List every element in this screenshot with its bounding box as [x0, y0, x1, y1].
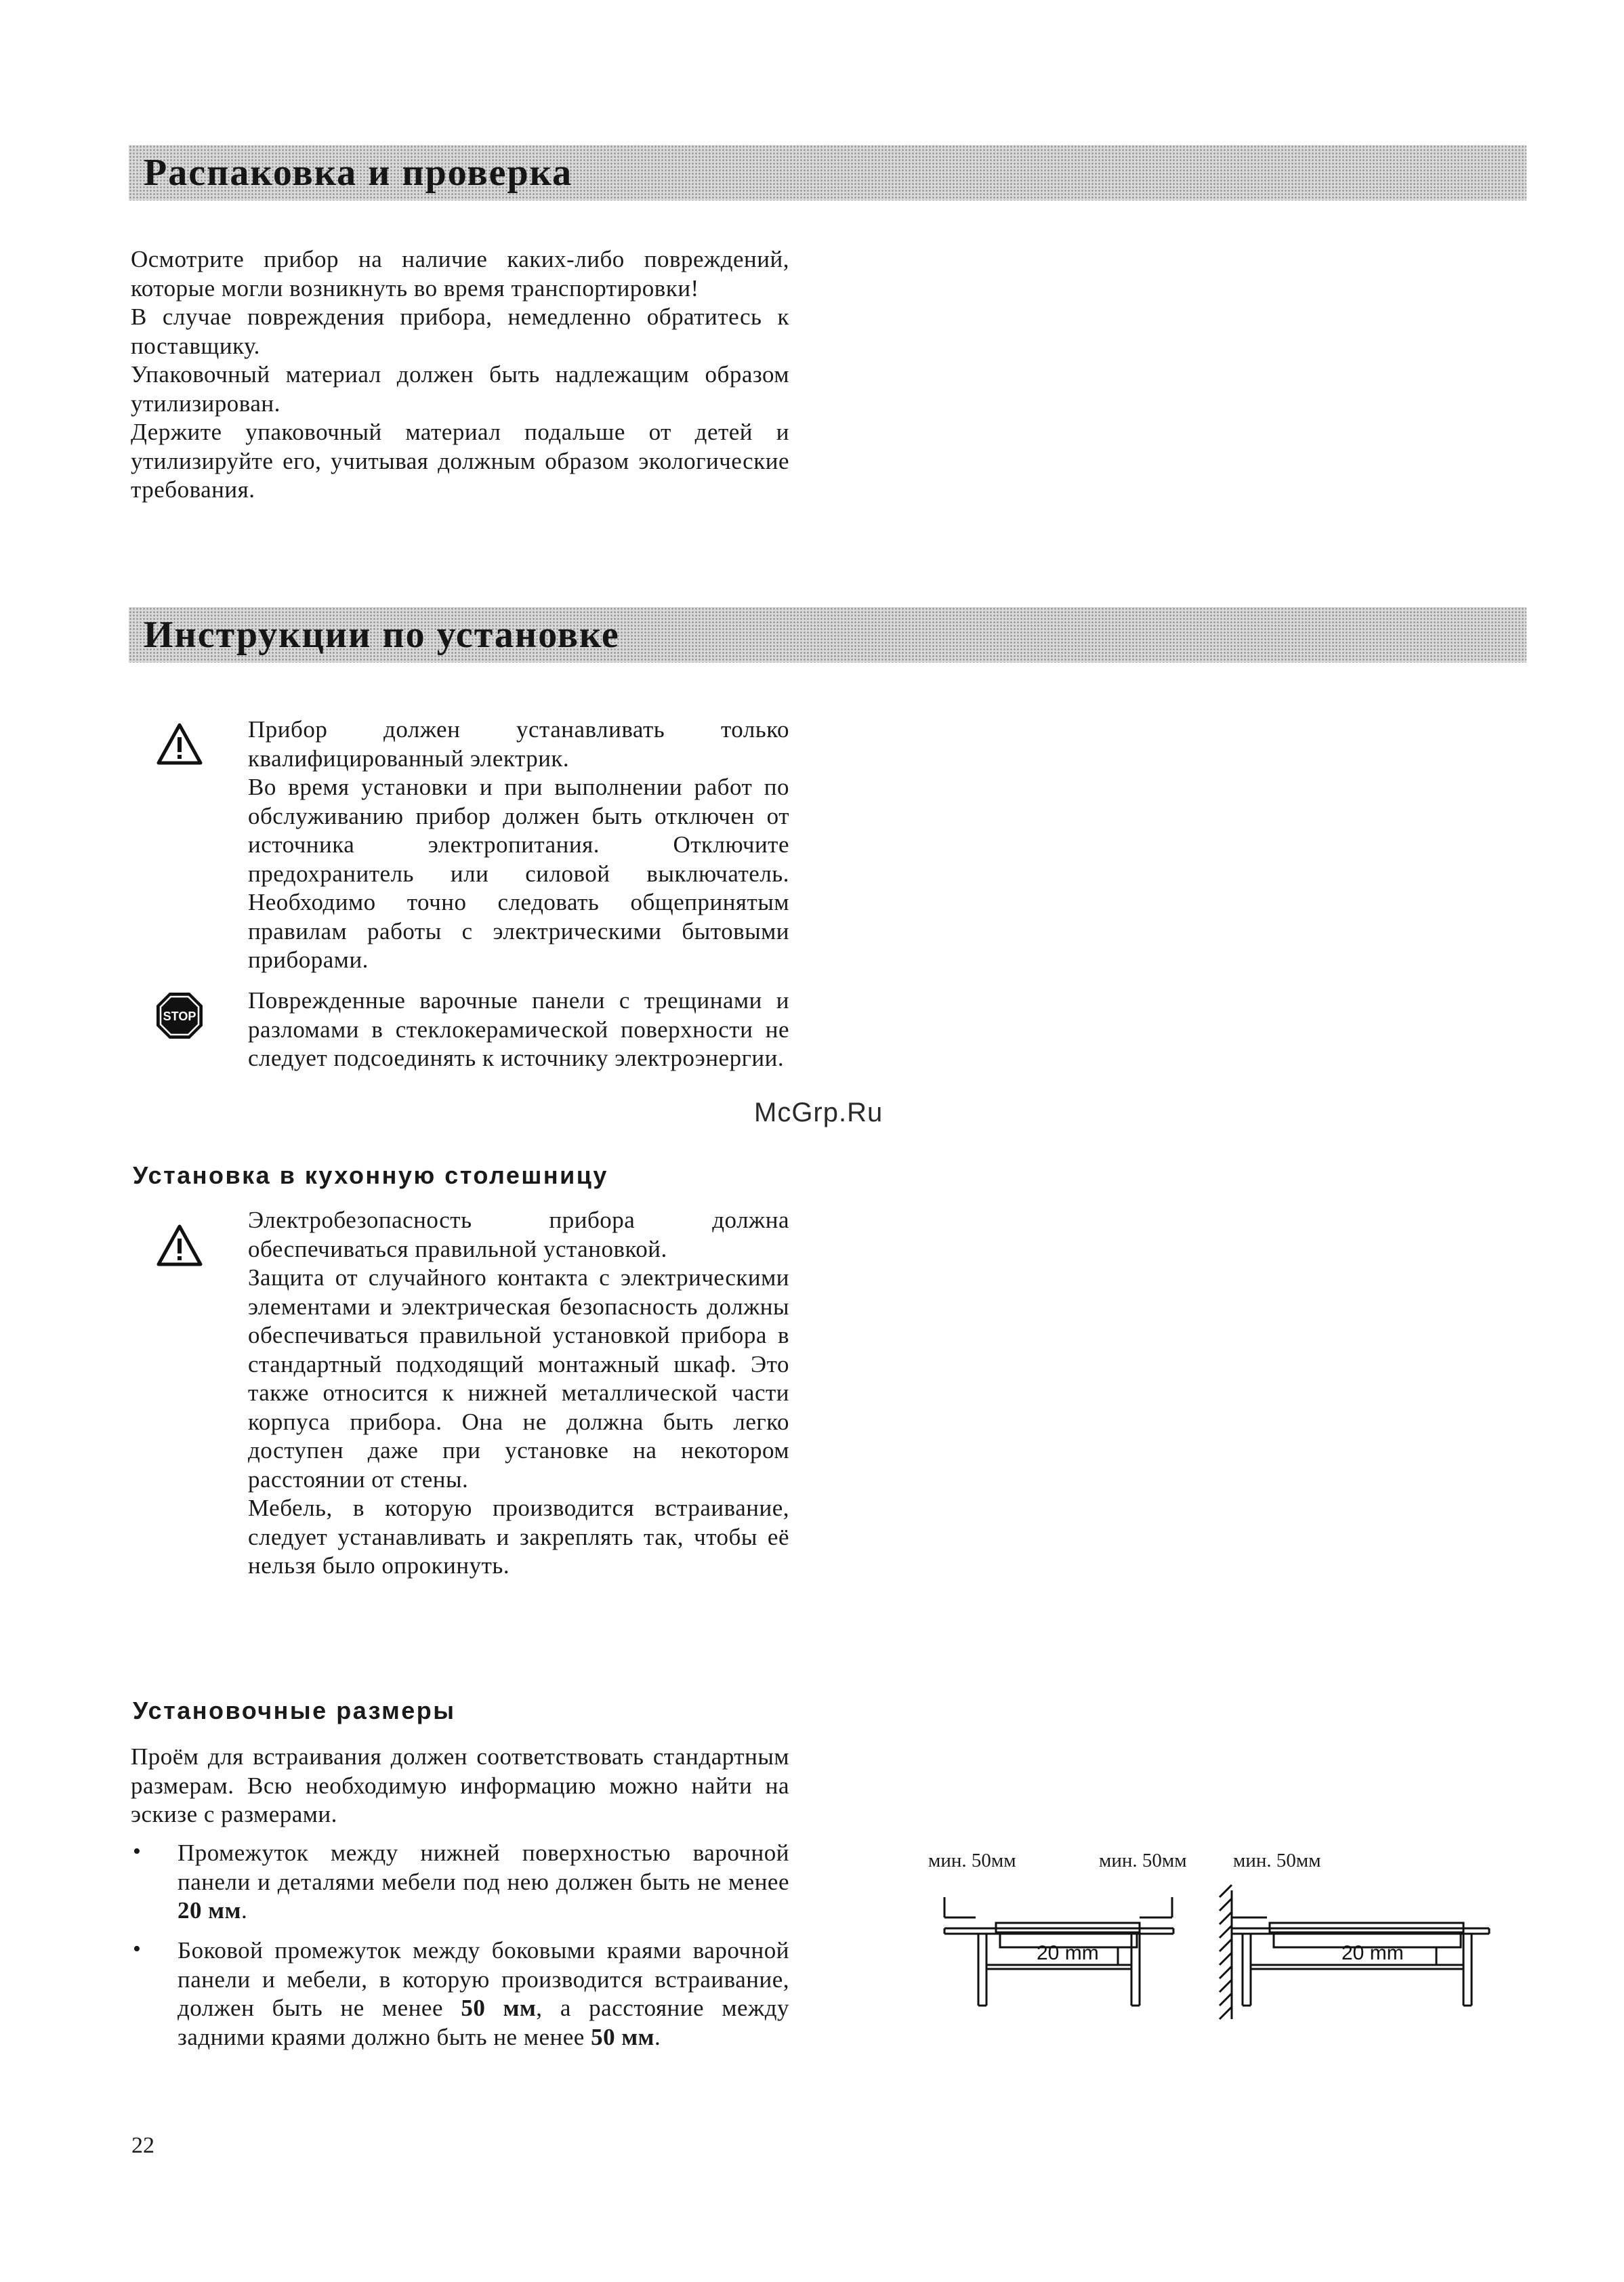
section-header-installation: [129, 607, 1526, 663]
dimensions-bullet-2: [178, 1936, 789, 2052]
bullet-symbol: •: [133, 1839, 141, 1864]
bullet-1-value: 20 мм: [178, 1897, 241, 1924]
installation-warning-text: [248, 715, 789, 975]
bullet-2-text: Боковой промежуток между боковыми краями варочной панели и мебели, в которую производится встраивание, должен быть не менее: [178, 1937, 789, 2021]
bullet-1-text: Промежуток между нижней поверхностью варочной панели и деталями мебели под нею должен быть не менее: [178, 1840, 789, 1895]
stop-sign-label: STOP: [163, 1010, 196, 1023]
stop-warning-text: Поврежденные варочные панели с трещинами и разломами в стеклокерамической поверхности не следует подсоединять к источнику электроэнергии.: [248, 987, 789, 1071]
bullet-2-tail-2: .: [654, 2023, 661, 2050]
bullet-2-value-2: 50 мм: [591, 2023, 655, 2050]
unpacking-paragraph-3: Упаковочный материал должен быть надлежащим образом утилизирован.: [131, 361, 789, 417]
warning-triangle-icon: [156, 1224, 203, 1267]
installation-warning-paragraph-2: Во время установки и при выполнении работ по обслуживанию прибор должен быть отключен от источника электропитания. Отключите предохранитель или силовой выключатель. Необходимо точно следовать общепринятым правилам работы с электрическими бытовыми приборами.: [248, 774, 789, 973]
dimensions-bullet-1: [178, 1839, 789, 1926]
countertop-paragraph-1: Электробезопасность прибора должна обеспечиваться правильной установкой.: [248, 1207, 789, 1262]
installation-dimension-diagram: [921, 1870, 1518, 2026]
section-title-installation: Инструкции по установке: [144, 614, 620, 656]
warning-triangle-icon: [156, 722, 203, 766]
installation-warning-paragraph-1: Прибор должен устанавливать только квалифицированный электрик.: [248, 716, 789, 772]
unpacking-paragraph-2: В случае повреждения прибора, немедленно обратитесь к поставщику.: [131, 304, 789, 359]
countertop-paragraph-2: Защита от случайного контакта с электрическими элементами и электрическая безопасность должны обеспечиваться правильной установкой прибора в стандартный подходящий монтажный шкаф. Это также относится к нижней металлической части корпуса прибора. Она не должна быть легко доступен даже при установке на некотором расстоянии от стены.: [248, 1264, 789, 1493]
bullet-2-tail: , а расстояние между задними краями должно быть не менее: [178, 1995, 789, 2050]
page-number: 22: [131, 2133, 154, 2158]
bullet-1-tail: .: [241, 1897, 248, 1924]
section-title-unpacking: Распаковка и проверка: [144, 152, 573, 194]
watermark: McGrp.Ru: [754, 1098, 883, 1127]
unpacking-paragraph-4: Держите упаковочный материал подальше от детей и утилизируйте его, учитывая должным образом экологические требования.: [131, 419, 789, 503]
bullet-2-value: 50 мм: [461, 1995, 537, 2021]
gap-label-2: 20 mm: [1341, 1942, 1404, 1964]
unpacking-paragraph-1: Осмотрите прибор на наличие каких-либо повреждений, которые могли возникнуть во время транспортировки!: [131, 246, 789, 302]
bullet-symbol: •: [133, 1936, 141, 1962]
stop-sign-icon: [154, 991, 205, 1041]
dim-label-2: мин. 50мм: [1099, 1850, 1187, 1871]
diagram-wall: [1220, 1885, 1232, 2019]
countertop-paragraph-3: Мебель, в которую производится встраивание, следует устанавливать и закреплять так, чтобы её нельзя было опрокинуть.: [248, 1495, 789, 1579]
dimensions-intro: Проём для встраивания должен соответствовать стандартным размерам. Всю необходимую информацию можно найти на эскизе с размерами.: [131, 1743, 789, 1827]
section-header-unpacking: [129, 145, 1526, 201]
countertop-heading: Установка в кухонную столешницу: [133, 1161, 608, 1189]
countertop-text: [248, 1206, 789, 1581]
dimensions-heading: Установочные размеры: [133, 1697, 456, 1724]
dim-label-1: мин. 50мм: [928, 1850, 1016, 1871]
dim-label-3: мин. 50мм: [1233, 1850, 1321, 1871]
unpacking-text: [131, 245, 789, 505]
gap-label-1: 20 mm: [1037, 1942, 1099, 1964]
